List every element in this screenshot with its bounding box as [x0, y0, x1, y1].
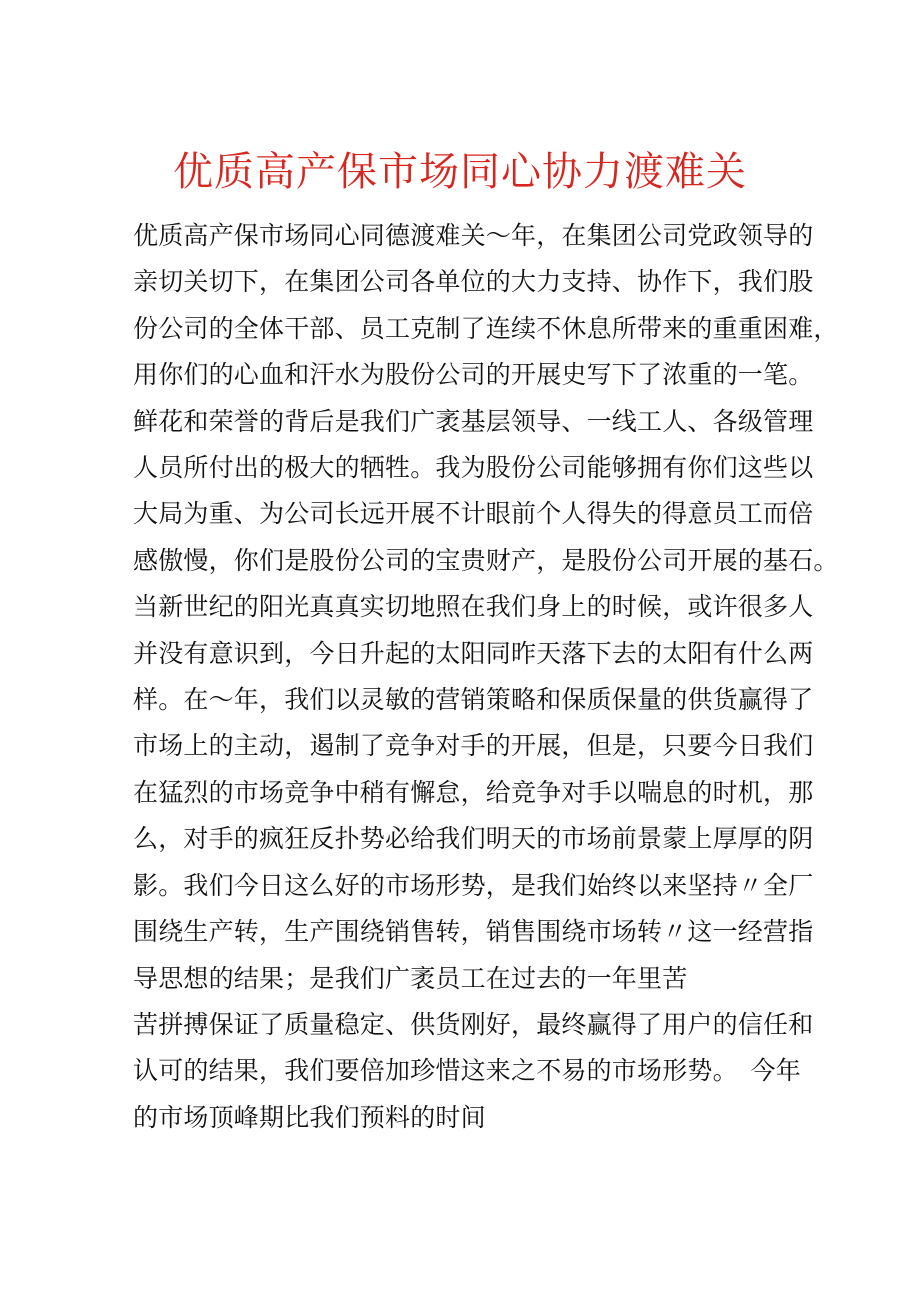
body-line: 苦拼搏保证了质量稳定、供货刚好，最终赢得了用户的信任和	[133, 1009, 814, 1039]
document-title: 优质高产保市场同心协力渡难关	[173, 149, 747, 195]
body-line: 围绕生产转，生产围绕销售转，销售围绕市场转〃这一经营指	[133, 917, 814, 947]
body-line: 大局为重、为公司长远开展不计眼前个人得失的得意员工而倍	[133, 499, 814, 529]
document-body	[133, 213, 839, 1141]
body-line: 认可的结果，我们要倍加珍惜这来之不易的市场形势。 今年	[133, 1056, 801, 1086]
body-line: 优质高产保市场同心同德渡难关〜年，在集团公司党政领导的	[133, 221, 814, 250]
body-line: 并没有意识到，今日升起的太阳同昨天落下去的太阳有什么两	[133, 638, 814, 668]
body-line: 样。在〜年，我们以灵敏的营销策略和保质保量的供货赢得了	[133, 685, 814, 715]
body-line: 的市场顶峰期比我们预料的时间	[133, 1102, 486, 1132]
body-line: 么，对手的疯狂反扑势必给我们明天的市场前景蒙上厚厚的阴	[133, 824, 814, 854]
body-line: 鲜花和荣誉的背后是我们广袤基层领导、一线工人、各级管理	[133, 406, 814, 436]
body-line: 导思想的结果；是我们广袤员工在过去的一年里苦	[133, 963, 688, 993]
body-line: 感傲慢，你们是股份公司的宝贵财产，是股份公司开展的基石。	[133, 545, 839, 575]
body-line: 亲切关切下，在集团公司各单位的大力支持、协作下，我们股	[133, 267, 814, 297]
body-line: 份公司的全体干部、员工克制了连续不休息所带来的重重困难，	[133, 313, 839, 343]
body-line: 在猛烈的市场竞争中稍有懈怠，给竞争对手以喘息的时机，那	[133, 777, 814, 807]
body-line: 市场上的主动，遏制了竞争对手的开展，但是，只要今日我们	[133, 731, 814, 761]
body-line: 影。我们今日这么好的市场形势，是我们始终以来坚持〃全厂	[133, 870, 814, 900]
body-line: 人员所付出的极大的牺牲。我为股份公司能够拥有你们这些以	[133, 453, 814, 483]
body-line: 用你们的心血和汗水为股份公司的开展史写下了浓重的一笔。	[133, 360, 814, 390]
body-line: 当新世纪的阳光真真实切地照在我们身上的时候，或许很多人	[133, 592, 814, 622]
